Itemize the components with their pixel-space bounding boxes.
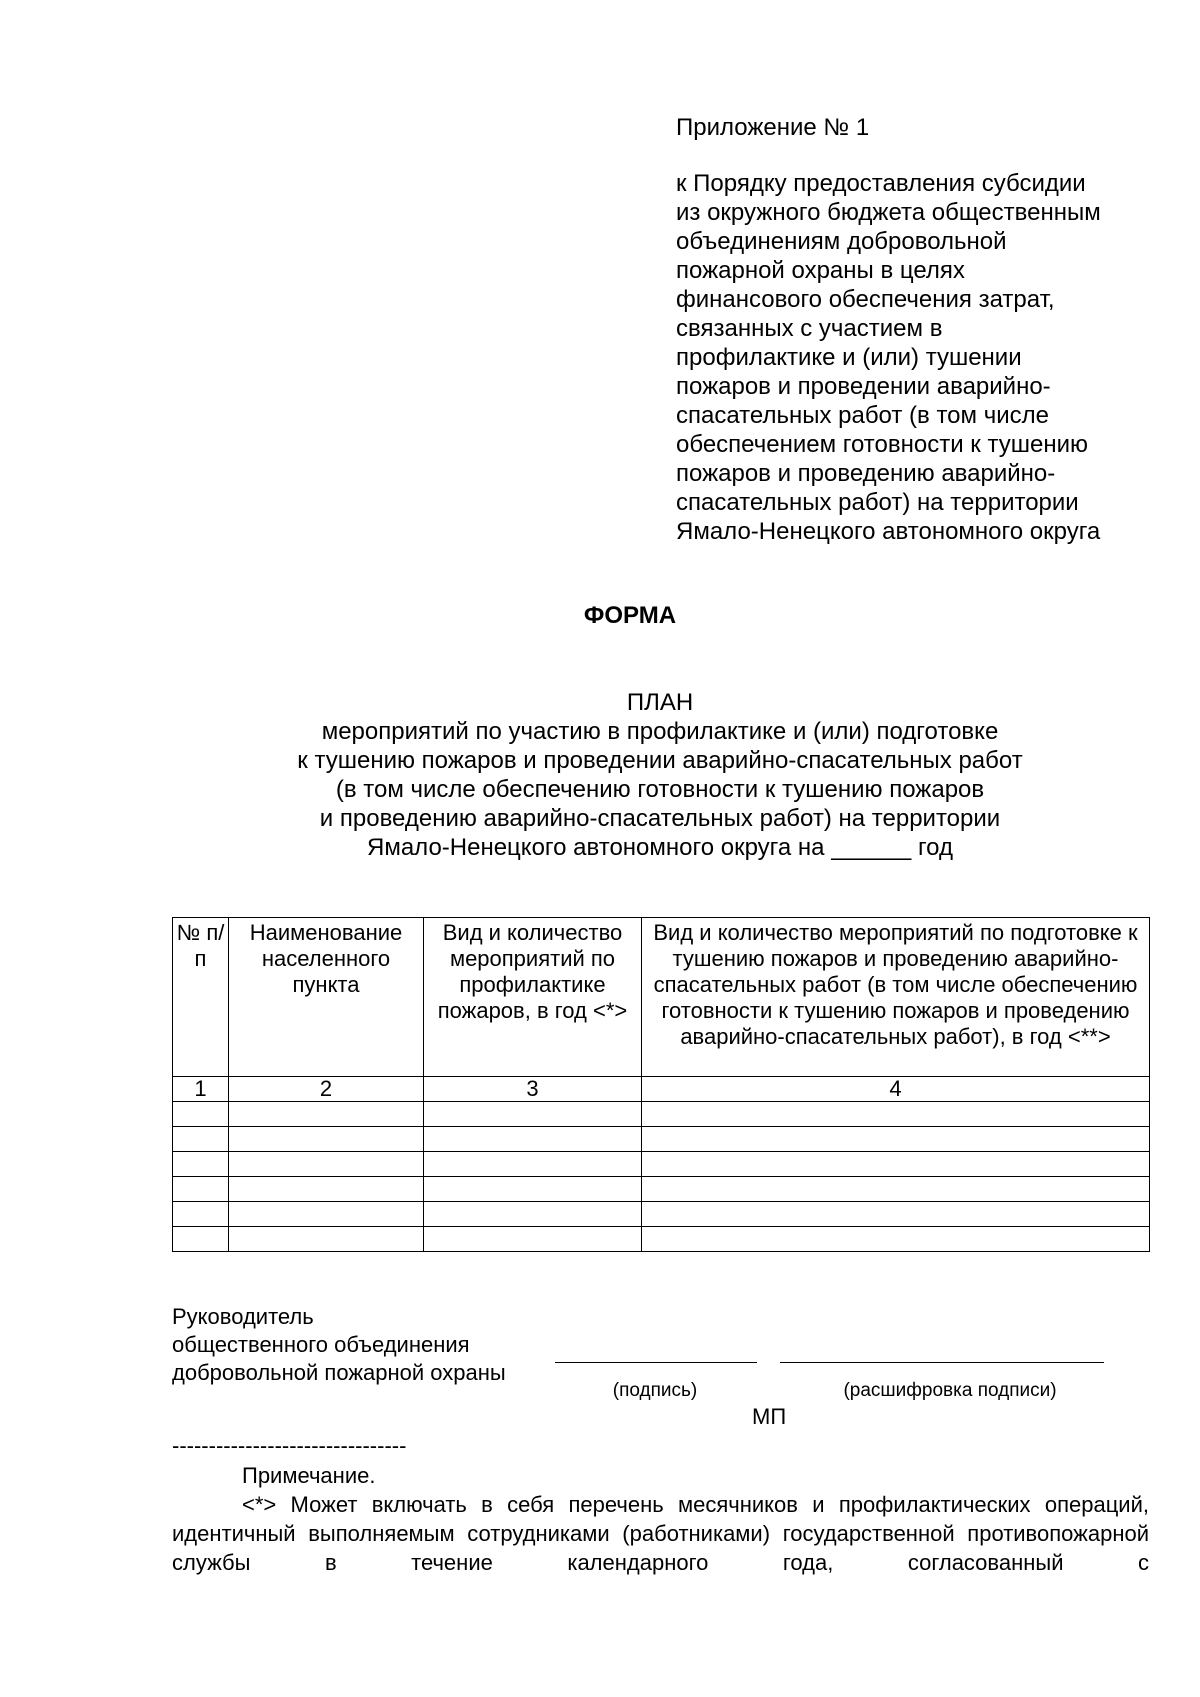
column-number: 1	[173, 1077, 229, 1102]
appendix-line: к Порядку предоставления субсидии	[676, 170, 1086, 197]
table-cell[interactable]	[424, 1202, 642, 1227]
table-cell[interactable]	[173, 1202, 229, 1227]
table-row	[173, 1202, 1150, 1227]
table-cell[interactable]	[642, 1127, 1150, 1152]
table-cell[interactable]	[229, 1152, 424, 1177]
plan-title: ПЛАН	[626, 689, 694, 716]
plan-line: к тушению пожаров и проведении аварийно-спасательных работ	[297, 747, 1023, 774]
header-firefighting-activities: Вид и количество мероприятий по подготовке к тушению пожаров и проведению аварийно-спасательных работ (в том числе обеспечению готовности к тушению пожаров и проведению аварийно-спасательных работ), в год <**>	[642, 918, 1150, 1077]
signer-line: общественного объединения	[172, 1332, 470, 1357]
table-cell[interactable]	[642, 1177, 1150, 1202]
signature-line[interactable]	[555, 1362, 757, 1363]
table-cell[interactable]	[173, 1227, 229, 1252]
table-cell[interactable]	[642, 1202, 1150, 1227]
appendix-line: спасательных работ) на территории	[676, 489, 1079, 516]
table-row	[173, 1102, 1150, 1127]
footnote-divider: --------------------------------	[172, 1433, 407, 1458]
appendix-line: спасательных работ (в том числе	[676, 402, 1049, 429]
table-cell[interactable]	[642, 1102, 1150, 1127]
table-cell[interactable]	[424, 1227, 642, 1252]
decoding-caption: (расшифровка подписи)	[843, 1380, 1057, 1401]
table-row	[173, 1227, 1150, 1252]
plan-line: мероприятий по участию в профилактике и (или) подготовке	[321, 718, 999, 745]
table-cell[interactable]	[229, 1177, 424, 1202]
table-cell[interactable]	[424, 1152, 642, 1177]
signature-decoding-line[interactable]	[780, 1362, 1104, 1363]
table-cell[interactable]	[424, 1127, 642, 1152]
appendix-line: из окружного бюджета общественным	[676, 199, 1101, 226]
header-number: № п/п	[173, 918, 229, 1077]
plan-heading	[170, 688, 1150, 862]
appendix-line: обеспечением готовности к тушению	[676, 431, 1088, 458]
plan-table	[172, 917, 1150, 1252]
table-cell[interactable]	[424, 1177, 642, 1202]
appendix-line: финансового обеспечения затрат,	[676, 286, 1055, 313]
table-cell[interactable]	[229, 1227, 424, 1252]
column-number-row	[173, 1077, 1150, 1102]
appendix-line: связанных с участием в	[676, 315, 943, 342]
signer-line: добровольной пожарной охраны	[172, 1360, 506, 1385]
signer-line: Руководитель	[172, 1304, 314, 1329]
appendix-line: Ямало-Ненецкого автономного округа	[676, 518, 1101, 545]
table-cell[interactable]	[424, 1102, 642, 1127]
appendix-line: пожаров и проведении аварийно-	[676, 373, 1051, 400]
column-number: 4	[642, 1077, 1150, 1102]
signature-caption: (подпись)	[612, 1380, 698, 1401]
table-cell[interactable]	[173, 1152, 229, 1177]
appendix-number: Приложение № 1	[676, 114, 870, 141]
notes-label: Примечание.	[242, 1463, 376, 1488]
form-title: ФОРМА	[583, 602, 677, 629]
plan-line: Ямало-Ненецкого автономного округа на ______ год	[366, 834, 953, 861]
table-cell[interactable]	[642, 1227, 1150, 1252]
signer-position	[172, 1303, 506, 1387]
appendix-block	[676, 113, 1156, 546]
table-cell[interactable]	[229, 1102, 424, 1127]
table-cell[interactable]	[229, 1202, 424, 1227]
notes-text: <*> Может включать в себя перечень месячников и профилактических операций, идентичный выполняемым сотрудниками (работниками) государственной противопожарной службы в течение календарного года, согласованный с	[172, 1492, 1149, 1575]
appendix-text	[676, 169, 1156, 546]
header-prevention-activities: Вид и количество мероприятий по профилактике пожаров, в год <*>	[424, 918, 642, 1077]
table-cell[interactable]	[173, 1127, 229, 1152]
table-header-row	[173, 918, 1150, 1077]
appendix-line: пожарной охраны в целях	[676, 257, 965, 284]
notes-block	[172, 1461, 1149, 1577]
table-cell[interactable]	[642, 1152, 1150, 1177]
header-settlement: Наименование населенного пункта	[229, 918, 424, 1077]
table-row	[173, 1127, 1150, 1152]
seal-mark: МП	[752, 1404, 787, 1429]
column-number: 3	[424, 1077, 642, 1102]
plan-line: (в том числе обеспечению готовности к тушению пожаров	[335, 776, 985, 803]
table-cell[interactable]	[173, 1177, 229, 1202]
appendix-line: объединениям добровольной	[676, 228, 1007, 255]
appendix-line: профилактике и (или) тушении	[676, 344, 1022, 371]
plan-line: и проведению аварийно-спасательных работ) на территории	[319, 805, 1001, 832]
table-cell[interactable]	[229, 1127, 424, 1152]
column-number: 2	[229, 1077, 424, 1102]
table-row	[173, 1177, 1150, 1202]
table-row	[173, 1152, 1150, 1177]
appendix-line: пожаров и проведению аварийно-	[676, 460, 1056, 487]
table-cell[interactable]	[173, 1102, 229, 1127]
